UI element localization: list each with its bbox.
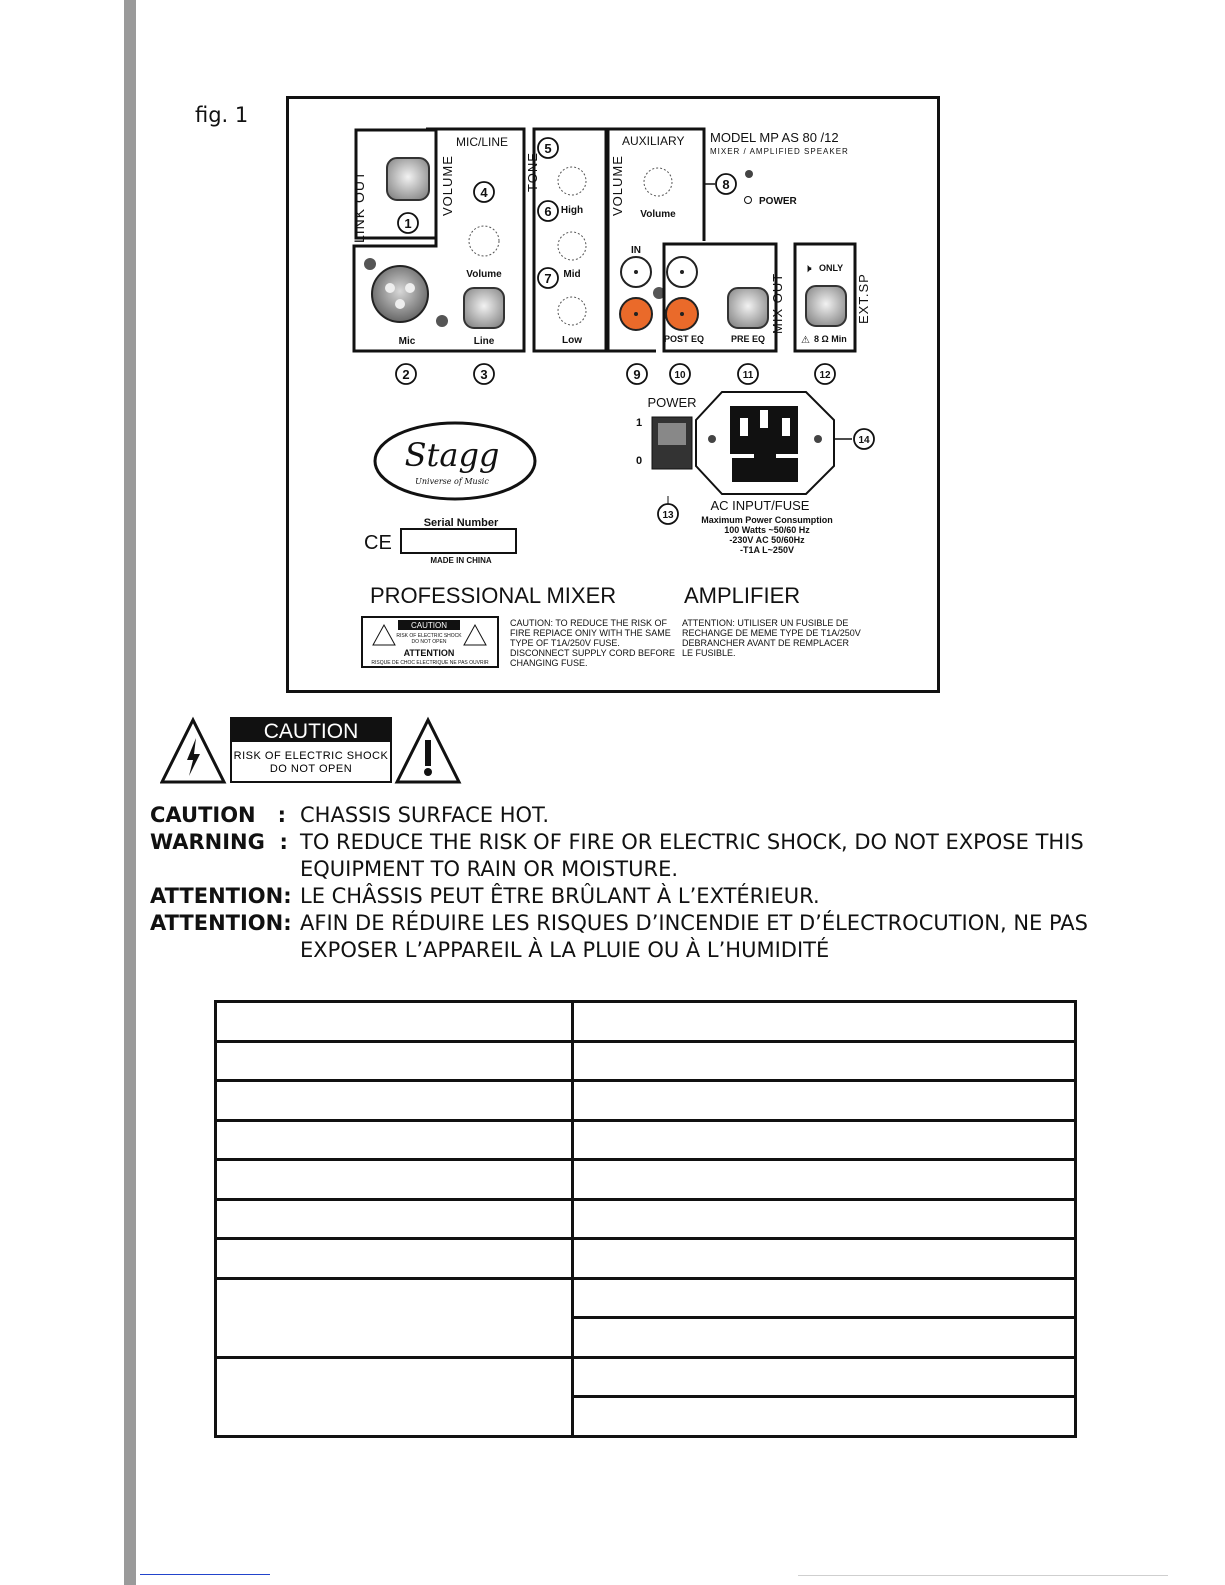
svg-text:14: 14 (858, 435, 870, 446)
table-cell (573, 1199, 1076, 1239)
warning-text-block (150, 802, 1110, 964)
power-led (745, 170, 753, 178)
footer-rule (798, 1575, 1168, 1576)
high-knob (558, 167, 586, 195)
spec-table (214, 1000, 1077, 1438)
svg-text:⚠: ⚠ (801, 335, 810, 346)
rear-panel-diagram (286, 96, 940, 693)
svg-text:CAUTION: CAUTION (411, 621, 447, 630)
svg-text:MADE IN CHINA: MADE IN CHINA (430, 556, 492, 565)
svg-text:POST EQ: POST EQ (663, 334, 705, 344)
svg-text:1: 1 (404, 216, 412, 231)
svg-text:12: 12 (819, 370, 831, 381)
link-out-label: LINK OUT (351, 170, 367, 243)
table-cell (573, 1041, 1076, 1081)
table-row (216, 1160, 1076, 1200)
table-cell (573, 1160, 1076, 1200)
ce-mark: CE (364, 532, 392, 554)
svg-text:🕨: 🕨 (804, 261, 812, 275)
svg-text:ONLY: ONLY (819, 263, 844, 273)
warning-text: AFIN DE RÉDUIRE LES RISQUES D’INCENDIE ET D’ÉLECTROCUTION, NE PAS EXPOSER L’APPAREIL À LA PLUIE OU À L’HUMIDITÉ (300, 911, 1089, 962)
page-side-bar (124, 0, 136, 1585)
warning-row (150, 910, 1110, 964)
svg-text:Mid: Mid (563, 269, 581, 280)
table-cell (216, 1199, 573, 1239)
table-row (216, 1120, 1076, 1160)
table-row (216, 1081, 1076, 1121)
table-cell (216, 1160, 573, 1200)
line-jack (464, 288, 504, 328)
table-row (216, 1002, 1076, 1042)
table-cell (216, 1081, 573, 1121)
footer-link-line (140, 1574, 270, 1575)
svg-text:MIX OUT: MIX OUT (770, 272, 785, 334)
svg-text:EXT.SP: EXT.SP (856, 273, 871, 324)
warning-text: CHASSIS SURFACE HOT. (300, 803, 550, 827)
link-out-jack (387, 158, 429, 200)
svg-text:-T1A L~250V: -T1A L~250V (740, 545, 794, 555)
pre-eq-jack (728, 288, 768, 328)
table-cell (573, 1081, 1076, 1121)
professional-mixer-label: PROFESSIONAL MIXER (370, 583, 617, 608)
svg-text:DO NOT OPEN: DO NOT OPEN (411, 639, 447, 645)
svg-text:VOLUME: VOLUME (610, 155, 625, 216)
caution-label (160, 716, 470, 784)
svg-text:High: High (560, 205, 584, 216)
low-knob (558, 297, 586, 325)
svg-text:10: 10 (674, 370, 686, 381)
svg-text:AC INPUT/FUSE: AC INPUT/FUSE (710, 498, 810, 513)
warning-label: WARNING : (150, 830, 288, 854)
svg-text:RISK OF ELECTRIC SHOCK: RISK OF ELECTRIC SHOCK (396, 633, 462, 639)
volume-vertical-label: VOLUME (440, 155, 455, 216)
svg-text:6: 6 (544, 204, 552, 219)
svg-text:8 Ω Min: 8 Ω Min (814, 334, 847, 344)
table-cell (573, 1397, 1076, 1437)
serial-number-box (401, 529, 516, 553)
table-row (216, 1357, 1076, 1397)
table-cell (573, 1318, 1076, 1358)
warning-text: TO REDUCE THE RISK OF FIRE OR ELECTRIC SHOCK, DO NOT EXPOSE THIS EQUIPMENT TO RAIN OR MOISTURE. (300, 830, 1084, 881)
svg-text:2: 2 (402, 367, 410, 382)
svg-text:Serial Number: Serial Number (423, 517, 499, 529)
svg-text:AUXILIARY: AUXILIARY (622, 134, 685, 148)
warning-row (150, 829, 1110, 883)
table-cell (216, 1041, 573, 1081)
warning-row (150, 883, 1110, 910)
mic-line-label: MIC/LINE (456, 135, 509, 149)
aux-volume-knob (644, 168, 672, 196)
model-label: MODEL MP AS 80 /12 (710, 130, 839, 145)
svg-text:DO NOT OPEN: DO NOT OPEN (269, 763, 353, 775)
table-cell (573, 1278, 1076, 1318)
svg-text:13: 13 (662, 510, 674, 521)
svg-text:ATTENTION: ATTENTION (403, 648, 455, 658)
warning-label: ATTENTION: (150, 884, 292, 908)
svg-text:1: 1 (636, 417, 643, 429)
svg-text:POWER: POWER (759, 196, 797, 207)
svg-text:0: 0 (636, 455, 643, 467)
svg-text:Maximum Power Consumption: Maximum Power Consumption (701, 515, 833, 525)
warning-text: LE CHÂSSIS PEUT ÊTRE BRÛLANT À L’EXTÉRIEUR. (300, 884, 820, 908)
svg-text:-230V AC 50/60Hz: -230V AC 50/60Hz (729, 535, 805, 545)
amplifier-label: AMPLIFIER (684, 583, 801, 608)
table-cell (216, 1239, 573, 1279)
table-cell (573, 1120, 1076, 1160)
svg-text:POWER: POWER (647, 395, 697, 410)
figure-label: fig. 1 (195, 103, 249, 127)
table-cell (573, 1239, 1076, 1279)
mid-knob (558, 232, 586, 260)
caution-en-text: CAUTION: TO REDUCE THE RISK OF FIRE REPIACE ONIY WITH THE SAME TYPE OF T1A/250V FUSE. DISCONNECT SUPPLY CORD BEFORE CHANGING FUSE. (510, 618, 676, 668)
svg-text:Stagg: Stagg (404, 436, 500, 474)
warning-label: ATTENTION: (150, 911, 292, 935)
svg-text:CAUTION: CAUTION (263, 720, 359, 743)
svg-text:TONE: TONE (525, 152, 540, 192)
svg-text:8: 8 (722, 177, 730, 192)
svg-text:MIXER / AMPLIFIED SPEAKER: MIXER / AMPLIFIED SPEAKER (710, 147, 849, 156)
table-row (216, 1239, 1076, 1279)
table-cell (216, 1357, 573, 1436)
svg-text:5: 5 (544, 141, 552, 156)
ext-sp-jack (806, 286, 846, 326)
table-cell (573, 1002, 1076, 1042)
svg-text:Low: Low (562, 335, 582, 346)
svg-text:Universe of Music: Universe of Music (415, 477, 489, 486)
svg-text:RISQUE DE CHOC ELECTRIQUE NE P: RISQUE DE CHOC ELECTRIQUE NE PAS OUVRIR (371, 660, 489, 666)
table-cell (216, 1120, 573, 1160)
table-row (216, 1041, 1076, 1081)
svg-text:Volume: Volume (466, 269, 502, 280)
caution-fr-text: ATTENTION: UTILISER UN FUSIBLE DE RECHANGE DE MEME TYPE DE T1A/250V DEBRANCHER AVANT DE REMPLACER LE FUSIBLE. (682, 618, 861, 658)
svg-text:Line: Line (473, 336, 495, 347)
table-cell (573, 1357, 1076, 1397)
svg-text:Volume: Volume (640, 209, 676, 220)
table-cell (216, 1278, 573, 1357)
svg-text:RISK OF ELECTRIC SHOCK: RISK OF ELECTRIC SHOCK (233, 750, 389, 762)
mic-xlr-input (372, 266, 428, 322)
svg-text:PRE EQ: PRE EQ (730, 334, 766, 344)
svg-text:9: 9 (633, 367, 641, 382)
svg-text:4: 4 (480, 185, 488, 200)
warning-label: CAUTION : (150, 803, 286, 827)
table-row (216, 1199, 1076, 1239)
svg-text:3: 3 (480, 367, 488, 382)
svg-text:Mic: Mic (398, 336, 416, 347)
warning-row (150, 802, 1110, 829)
mic-volume-knob (469, 226, 499, 256)
svg-text:IN: IN (631, 245, 641, 256)
svg-text:100 Watts ~50/60 Hz: 100 Watts ~50/60 Hz (724, 525, 810, 535)
svg-text:11: 11 (742, 370, 754, 381)
svg-text:7: 7 (544, 271, 552, 286)
table-row (216, 1278, 1076, 1318)
table-cell (216, 1002, 573, 1042)
